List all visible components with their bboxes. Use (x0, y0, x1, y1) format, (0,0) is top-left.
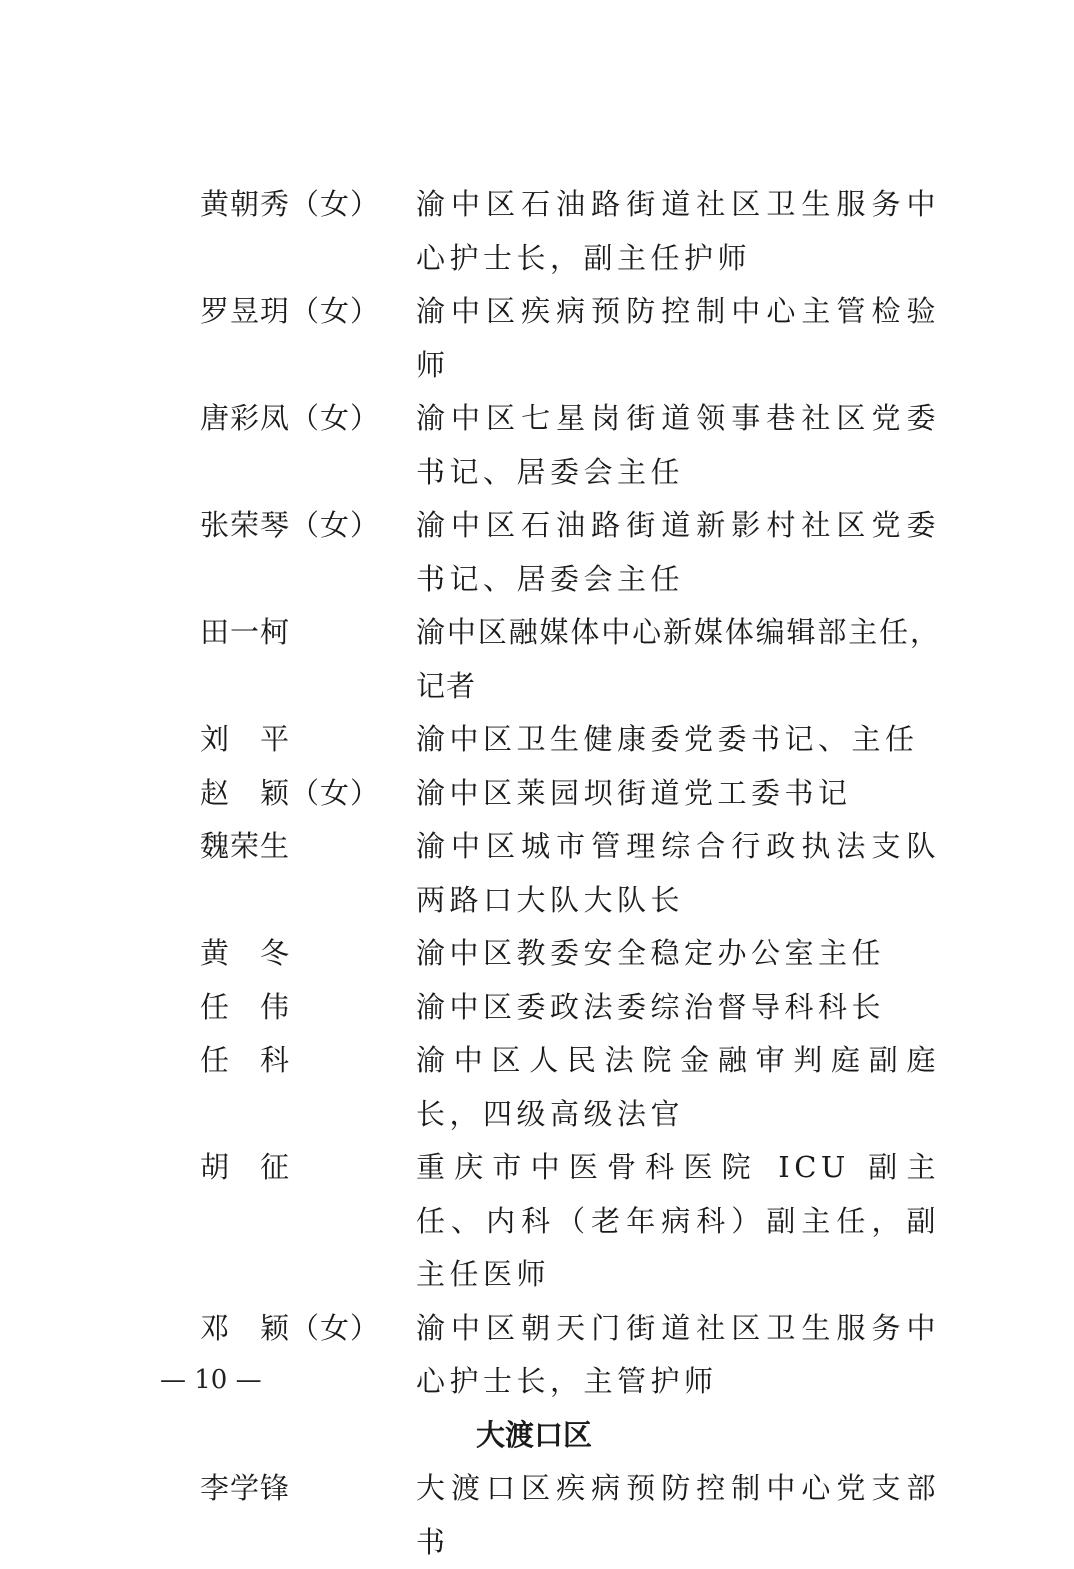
person-name: 刘 平 (200, 722, 291, 756)
person-name: 唐彩凤（女） (200, 401, 381, 435)
person-title: 渝中区教委安全稳定办公室主任 (416, 936, 886, 970)
list-entry (200, 981, 940, 1035)
person-title: 渝中区朝天门街道社区卫生服务中心护士长，主管护师 (416, 1310, 940, 1398)
person-title: 渝中区城市管理综合行政执法支队两路口大队大队长 (416, 829, 940, 917)
person-name: 田一柯 (200, 615, 291, 649)
person-title: 渝中区卫生健康委党委书记、主任 (416, 722, 919, 756)
page-number: — 10 — (160, 1365, 262, 1395)
list-entry (200, 392, 940, 499)
person-name: 胡 征 (200, 1150, 291, 1184)
person-name: 黄 冬 (200, 936, 291, 970)
list-entry (200, 606, 940, 713)
person-name: 赵 颖（女） (200, 775, 381, 810)
person-title: 重庆市中医骨科医院 ICU 副主任、内科（老年病科）副主任，副主任医师 (416, 1150, 940, 1291)
person-title: 渝中区石油路街道社区卫生服务中心护士长，副主任护师 (416, 187, 940, 275)
person-title: 渝中区融媒体中心新媒体编辑部主任，记者 (416, 615, 940, 703)
person-title: 渝中区莱园坝街道党工委书记 (416, 775, 852, 810)
list-entry (200, 1034, 940, 1141)
person-name: 李学锋 (200, 1471, 291, 1505)
list-entry (200, 178, 940, 285)
section-heading: 大渡口区 (476, 1417, 593, 1452)
person-name: 黄朝秀（女） (200, 187, 381, 221)
person-title: 渝中区疾病预防控制中心主管检验师 (416, 294, 940, 382)
list-entry (200, 767, 940, 821)
person-name: 罗昱玥（女） (200, 294, 381, 328)
list-entry (200, 1302, 940, 1409)
list-entry (200, 927, 940, 981)
person-title: 大渡口区疾病预防控制中心党支部书 (416, 1471, 940, 1559)
honoree-list (200, 178, 940, 1569)
list-entry (200, 1141, 940, 1302)
person-name: 魏荣生 (200, 829, 291, 863)
person-title: 渝中区委政法委综治督导科科长 (416, 989, 886, 1024)
person-name: 邓 颖（女） (200, 1310, 381, 1345)
list-entry (200, 820, 940, 927)
person-title: 渝中区人民法院金融审判庭副庭长，四级高级法官 (416, 1043, 940, 1131)
person-title: 渝中区石油路街道新影村社区党委书记、居委会主任 (416, 508, 940, 596)
list-entry (200, 499, 940, 606)
person-name: 任 科 (200, 1043, 291, 1077)
person-title: 渝中区七星岗街道领事巷社区党委书记、居委会主任 (416, 401, 940, 489)
list-entry (200, 1462, 940, 1569)
list-entry (200, 713, 940, 767)
person-name: 任 伟 (200, 989, 291, 1024)
person-name: 张荣琴（女） (200, 508, 381, 542)
list-entry (200, 285, 940, 392)
